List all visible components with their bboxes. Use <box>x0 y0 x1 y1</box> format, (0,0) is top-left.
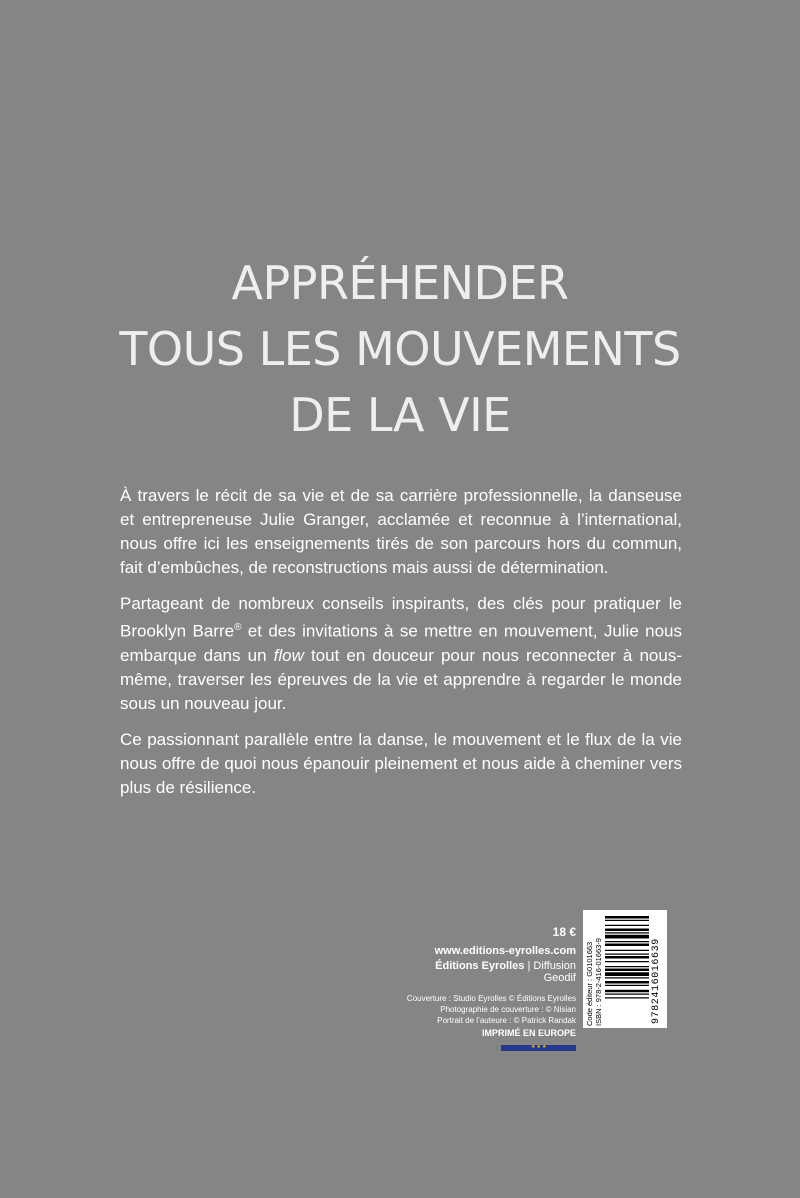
blurb-paragraph-2 <box>120 592 682 716</box>
barcode-bar <box>605 916 649 919</box>
title-line-1: APPRÉHENDER <box>231 256 569 310</box>
barcode-bar <box>605 994 649 995</box>
isbn-text: ISBN : 978-2-416-01663-9 <box>594 938 603 1026</box>
printed-in-europe: IMPRIMÉ EN EUROPE <box>481 1028 576 1038</box>
barcode-bar <box>605 981 649 984</box>
code-editeur: Code éditeur : G0101663 <box>585 941 594 1026</box>
blurb-p2-part-a: Partageant de nombreux conseils inspirants, des clés pour pratiquer le Brooklyn Barre <box>120 594 682 641</box>
barcode-bar <box>605 941 649 942</box>
distributor-name: Diffusion Geodif <box>533 960 576 984</box>
credit-cover: Couverture : Studio Eyrolles © Éditions Eyrolles <box>406 994 576 1003</box>
blurb-p2-part-b: et des invitations à se mettre en mouvement, Julie nous embarque dans un <box>120 621 682 665</box>
barcode-bar <box>605 935 649 939</box>
colophon <box>400 925 576 1056</box>
blurb-paragraph-3: Ce passionnant parallèle entre la danse, le mouvement et le flux de la vie nous offre de quoi nous épanouir pleinement et nous aide à cheminer vers plus de résilience. <box>120 729 682 797</box>
blurb-paragraph-1: À travers le récit de sa vie et de sa carrière professionnelle, la danseuse et entrepreneuse Julie Granger, acclamée et reconnue à l’international, nous offre ici les enseignements tirés de son parcours hors du commun, fait d’embûches, de reconstructions mais aussi de détermination. <box>120 486 682 577</box>
credit-photo: Photographie de couverture : © Nisian <box>440 1005 576 1014</box>
title-line-2: TOUS LES MOUVEMENTS <box>119 322 681 376</box>
blurb <box>120 484 682 812</box>
price: 18 € <box>552 925 576 939</box>
eu-stars: ★★★ <box>531 1044 548 1050</box>
barcode-info <box>585 912 603 1026</box>
blurb-p2-part-c: tout en douceur pour nous reconnecter à nous-même, traverser les épreuves de la vie et apprendre à regarder le monde sous un nouveau jour. <box>120 645 682 713</box>
eu-flag-icon <box>501 1045 576 1051</box>
barcode-bar <box>605 961 649 962</box>
barcode-bar <box>605 990 649 993</box>
publisher-website: www.editions-eyrolles.com <box>434 945 576 957</box>
barcode-bar <box>605 929 649 932</box>
publisher-separator: | <box>524 960 534 972</box>
barcode-bar <box>605 944 649 947</box>
credit-portrait: Portrait de l’auteure : © Patrick Randak <box>437 1016 576 1025</box>
barcode-bar <box>605 966 649 967</box>
flow-word: flow <box>273 645 304 665</box>
title-line-3: DE LA VIE <box>289 388 511 442</box>
barcode-bar <box>605 985 649 986</box>
barcode-bar <box>605 920 649 921</box>
barcode-bar <box>605 956 649 959</box>
publisher-line <box>400 960 576 984</box>
barcode-bar <box>605 969 649 972</box>
barcode-panel <box>583 910 667 1028</box>
barcode-bar <box>605 925 649 926</box>
barcode-icon <box>605 914 649 1024</box>
publisher-name: Éditions Eyrolles <box>435 960 525 972</box>
barcode-bar <box>605 954 649 955</box>
barcode-bar <box>605 977 649 978</box>
barcode-bar <box>605 972 649 976</box>
barcode-bar <box>605 950 649 951</box>
barcode-bar <box>605 932 649 933</box>
cover-title <box>0 250 800 448</box>
barcode-number: 9782416016639 <box>651 938 662 1024</box>
barcode-bar <box>605 997 649 998</box>
registered-mark: ® <box>234 622 242 633</box>
